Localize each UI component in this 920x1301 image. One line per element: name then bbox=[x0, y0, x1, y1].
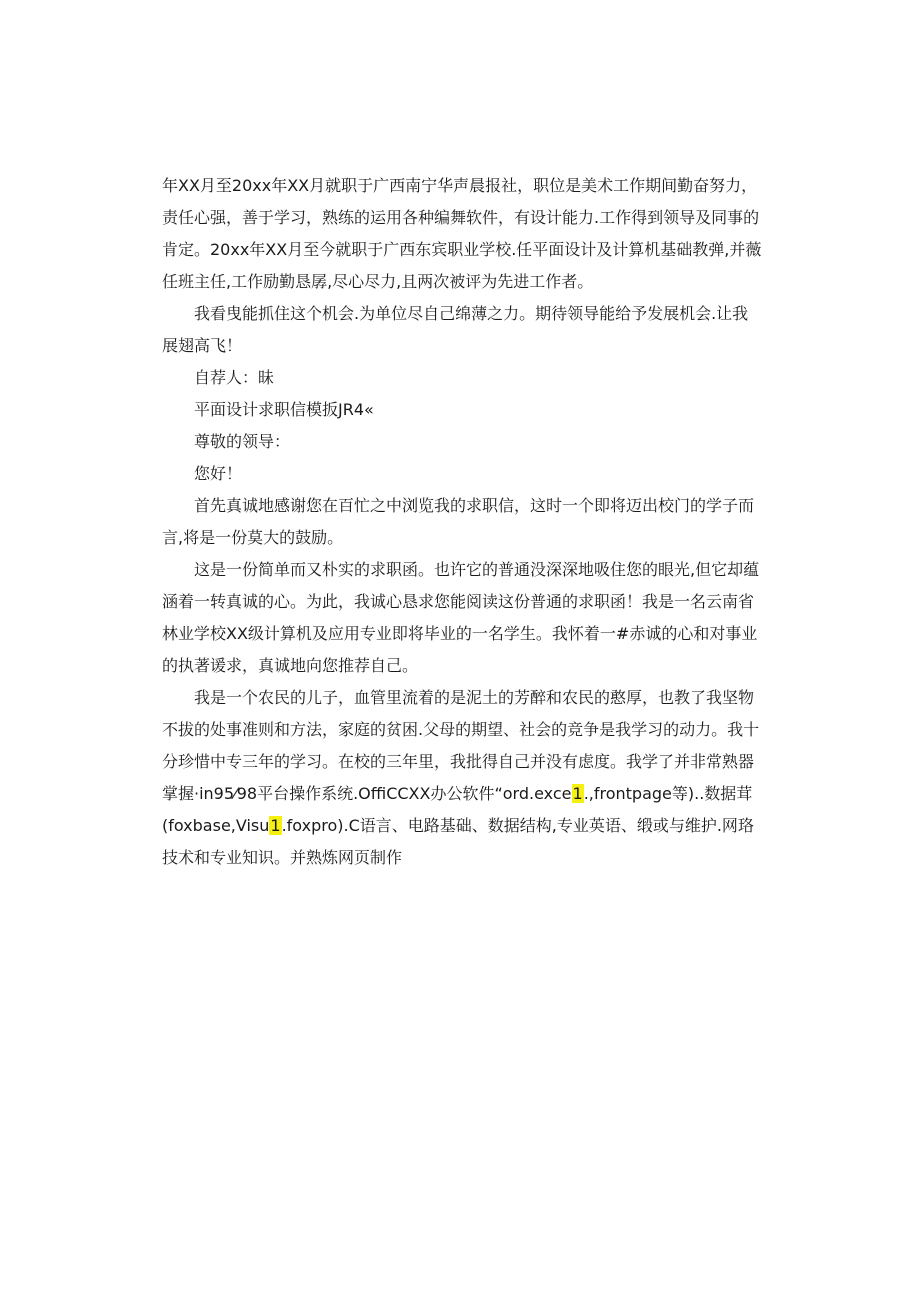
paragraph-skills bbox=[162, 682, 762, 874]
signature-line: 自荐人：昧 bbox=[194, 368, 275, 387]
salutation: 尊敬的领导： bbox=[194, 432, 291, 451]
letter-body bbox=[162, 170, 762, 874]
highlight-mark-2: 1 bbox=[270, 816, 281, 835]
skills-text-b: .,frontpage等)..数据茸(foxbase,Visu bbox=[162, 784, 753, 835]
document-title: 平面设计求职信模扳JR4« bbox=[194, 400, 374, 419]
skills-text-a: 我是一个农民的儿子，血管里流着的是泥土的芳醉和农民的憨厚，也教了我坚物不拔的处事准则和方法，家庭的贫困.父母的期望、社会的竞争是我学习的动力。我十分珍惜中专三年的学习。在校的三年里，我批得自己并没有虑度。我学了并非常熟器掌握·in95⁄98平台操作系统.OffiCCXX办公软件“ord.exce bbox=[162, 688, 760, 803]
paragraph-introduction: 这是一份简单而又朴实的求职函。也许它的普通没深深地吸住您的眼光,但它却蕴涵着一转真诚的心。为此，我诚心恳求您能阅读这份普通的求职函！我是一名云南省林业学校XX级计算机及应用专业即将毕业的一名学生。我怀着一#赤诚的心和对事业的执著谖求，真诚地向您推荐自己。 bbox=[162, 560, 760, 675]
highlight-mark-1: 1 bbox=[572, 784, 583, 803]
skills-text-c: .foxpro).C语言、电路基础、数据结构,专业英语、缎或与维护.网珞技术和专业知识。并熟炼网页制作 bbox=[162, 816, 754, 867]
paragraph-employment: 年XX月至20xx年XX月就职于广西南宁华声晨报社，职位是美术工作期间勤奋努力，责任心强，善于学习，熟练的运用各种编舞软件，有设计能力.工作得到领导及同事的肯定。20xx年XX月至今就职于广西东宾职业学校.任平面设计及计算机基础教弹,并薇任班主任,工作励勤恳孱,尽心尽力,且两次被评为先进工作者。 bbox=[162, 176, 762, 291]
greeting: 您好！ bbox=[194, 464, 243, 483]
paragraph-hope: 我看曳能抓住这个机会.为单位尽自己绵薄之力。期待领导能给予发展机会.让我展翅高飞！ bbox=[162, 304, 749, 355]
paragraph-thanks: 首先真诚地感谢您在百忙之中浏览我的求职信，这时一个即将迈出校门的学子而言,将是一份莫大的鼓励。 bbox=[162, 496, 755, 547]
